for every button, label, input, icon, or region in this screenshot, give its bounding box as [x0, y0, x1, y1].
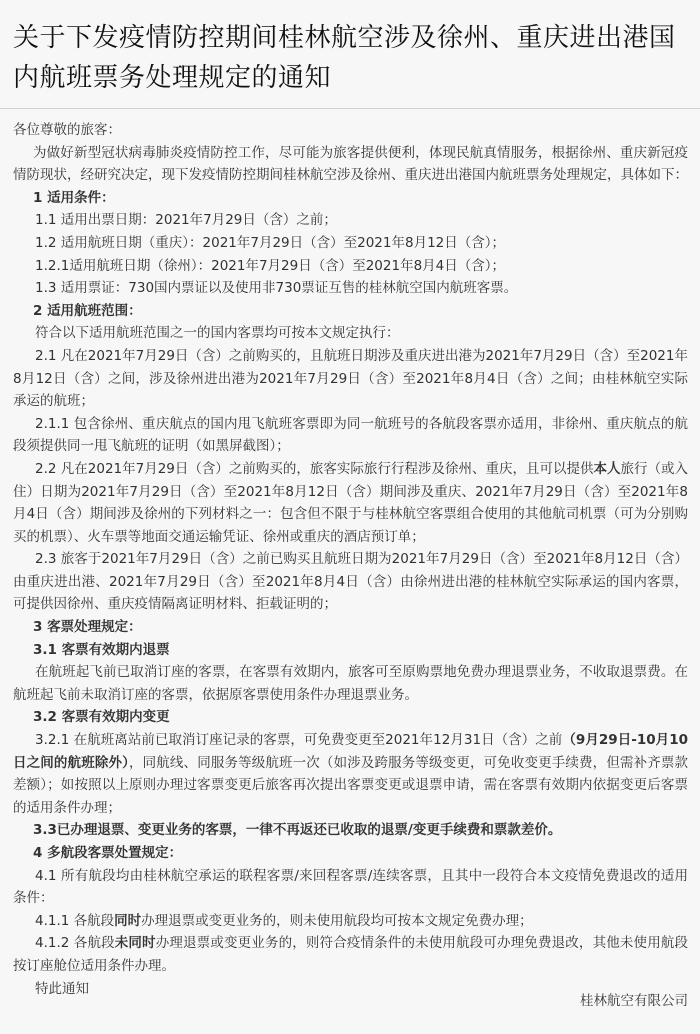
clause-4-1-1-emphasis: 同时 [114, 912, 142, 929]
clause-4-1-1 [13, 910, 688, 933]
section-2-intro: 符合以下适用航班范围之一的国内客票均可按本文规定执行： [35, 325, 400, 342]
clause-4-1: 4.1 所有航段均由桂林航空承运的联程客票/来回程客票/连续客票，且其中一段符合本文疫情免费退改的适用条件： [13, 867, 688, 907]
notice-title: 关于下发疫情防控期间桂林航空涉及徐州、重庆进出港国内航班票务处理规定的通知 [13, 23, 676, 93]
clause-1-3: 1.3 适用票证：730国内票证以及使用非730票证互售的桂林航空国内航班客票。 [35, 280, 518, 297]
clause-3-2-1-emphasis: （9月29日-10月10日之间的航班除外） [13, 732, 688, 771]
clause-2-2-part-a: 2.2 凡在2021年7月29日（含）之前购买的，旅客实际旅行行程涉及徐州、重庆，且可以提供 [35, 460, 594, 477]
clause-3-1: 在航班起飞前已取消订座的客票，在客票有效期内，旅客可至原购票地免费办理退票业务，不收取退票费。在航班起飞前未取消订座的客票，依据原客票使用条件办理退票业务。 [13, 664, 688, 703]
clause-3-2-1-part-c: ，同航线、同服务等级航班一次（如涉及跨服务等级变更，可免收变更手续费，但需补齐票款差额）；如按照以上原则办理过客票变更后旅客再次提出客票变更或退票申请，需在客票有效期内依据变更后客票的适用条件办理； [13, 754, 689, 816]
section-2-title: 2 适用航班范围： [33, 302, 142, 319]
closing-line: 特此通知 [35, 980, 89, 997]
clause-3-2-1-part-a: 3.2.1 在航班离站前已取消订座记录的客票，可免费变更至2021年12月31日（含）之前 [35, 732, 563, 749]
intro-paragraph: 为做好新型冠状病毒肺炎疫情防控工作，尽可能为旅客提供便利，体现民航真情服务，根据徐州、重庆新冠疫情防现状，经研究决定，现下发疫情防控期间桂林航空涉及徐州、重庆进出港国内航班票务处理规定，具体如下： [13, 144, 688, 184]
clause-4-1-2-emphasis: 未同时 [114, 935, 156, 952]
section-1-title: 1 适用条件： [33, 189, 115, 206]
section-4-title: 4 多航段客票处置规定： [33, 845, 183, 861]
clause-2-2-part-c: 旅行（或入住）日期为2021年7月29日（含）至2021年8月12日（含）期间涉及重庆、2021年7月29日（含）至2021年8月4日（含）期间涉及徐州的下列材料之一：包含但不限于与桂林航空客票组合使用的其他航司机票（可为分别购买的机票）、火车票等地面交通运输凭证、徐州或重庆的酒店预订单； [13, 460, 689, 545]
clause-4-1-2-part-a: 4.1.2 各航段 [35, 935, 115, 952]
clause-1-2-1: 1.2.1适用航班日期（徐州）：2021年7月29日（含）至2021年8月4日（含）； [35, 257, 506, 274]
clause-2-1-1: 2.1.1 包含徐州、重庆航点的国内甩飞航班客票即为同一航班号的各航段客票亦适用，非徐州、重庆航点的航段须提供同一甩飞航班的证明（如黑屏截图）； [13, 415, 688, 455]
notice-body [0, 109, 700, 1000]
clause-4-1-2-part-c: 办理退票或变更业务的，则符合疫情条件的未使用航段可办理免费退改，其他未使用航段按订座舱位适用条件办理。 [13, 935, 688, 974]
clause-4-1-2 [13, 932, 688, 977]
clause-1-1: 1.1 适用出票日期：2021年7月29日（含）之前； [35, 212, 337, 229]
clause-4-1-1-part-a: 4.1.1 各航段 [35, 912, 115, 929]
signature: 桂林航空有限公司 [580, 993, 688, 1009]
section-3-title: 3 客票处理规定： [33, 619, 142, 636]
clause-4-1-1-part-c: 办理退票或变更业务的，则未使用航段均可按本文规定免费办理； [141, 912, 533, 929]
clause-3-1-title: 3.1 客票有效期内退票 [33, 641, 170, 658]
clause-3-2-title: 3.2 客票有效期内变更 [33, 709, 170, 726]
greeting: 各位尊敬的旅客： [13, 122, 121, 138]
clause-1-2: 1.2 适用航班日期（重庆）：2021年7月29日（含）至2021年8月12日（含）； [35, 234, 506, 251]
clause-2-3: 2.3 旅客于2021年7月29日（含）之前已购买且航班日期为2021年7月29日（含）至2021年8月12日（含）由重庆进出港、2021年7月29日（含）至2021年8月4日（含）由徐州进出港的桂林航空实际承运的国内客票，可提供因徐州、重庆疫情隔离证明材料、拒载证明的； [13, 551, 688, 613]
clause-3-2-1 [13, 729, 688, 819]
clause-3-3: 3.3已办理退票、变更业务的客票，一律不再返还已收取的退票/变更手续费和票款差价。 [33, 822, 562, 839]
clause-2-2 [13, 458, 688, 548]
clause-2-1: 2.1 凡在2021年7月29日（含）之前购买的，且航班日期涉及重庆进出港为2021年7月29日（含）至2021年8月12日（含）之间，涉及徐州进出港为2021年7月29日（含）至2021年8月4日（含）之间；由桂林航空实际承运的航班； [13, 347, 688, 410]
clause-2-2-emphasis: 本人 [593, 460, 621, 477]
